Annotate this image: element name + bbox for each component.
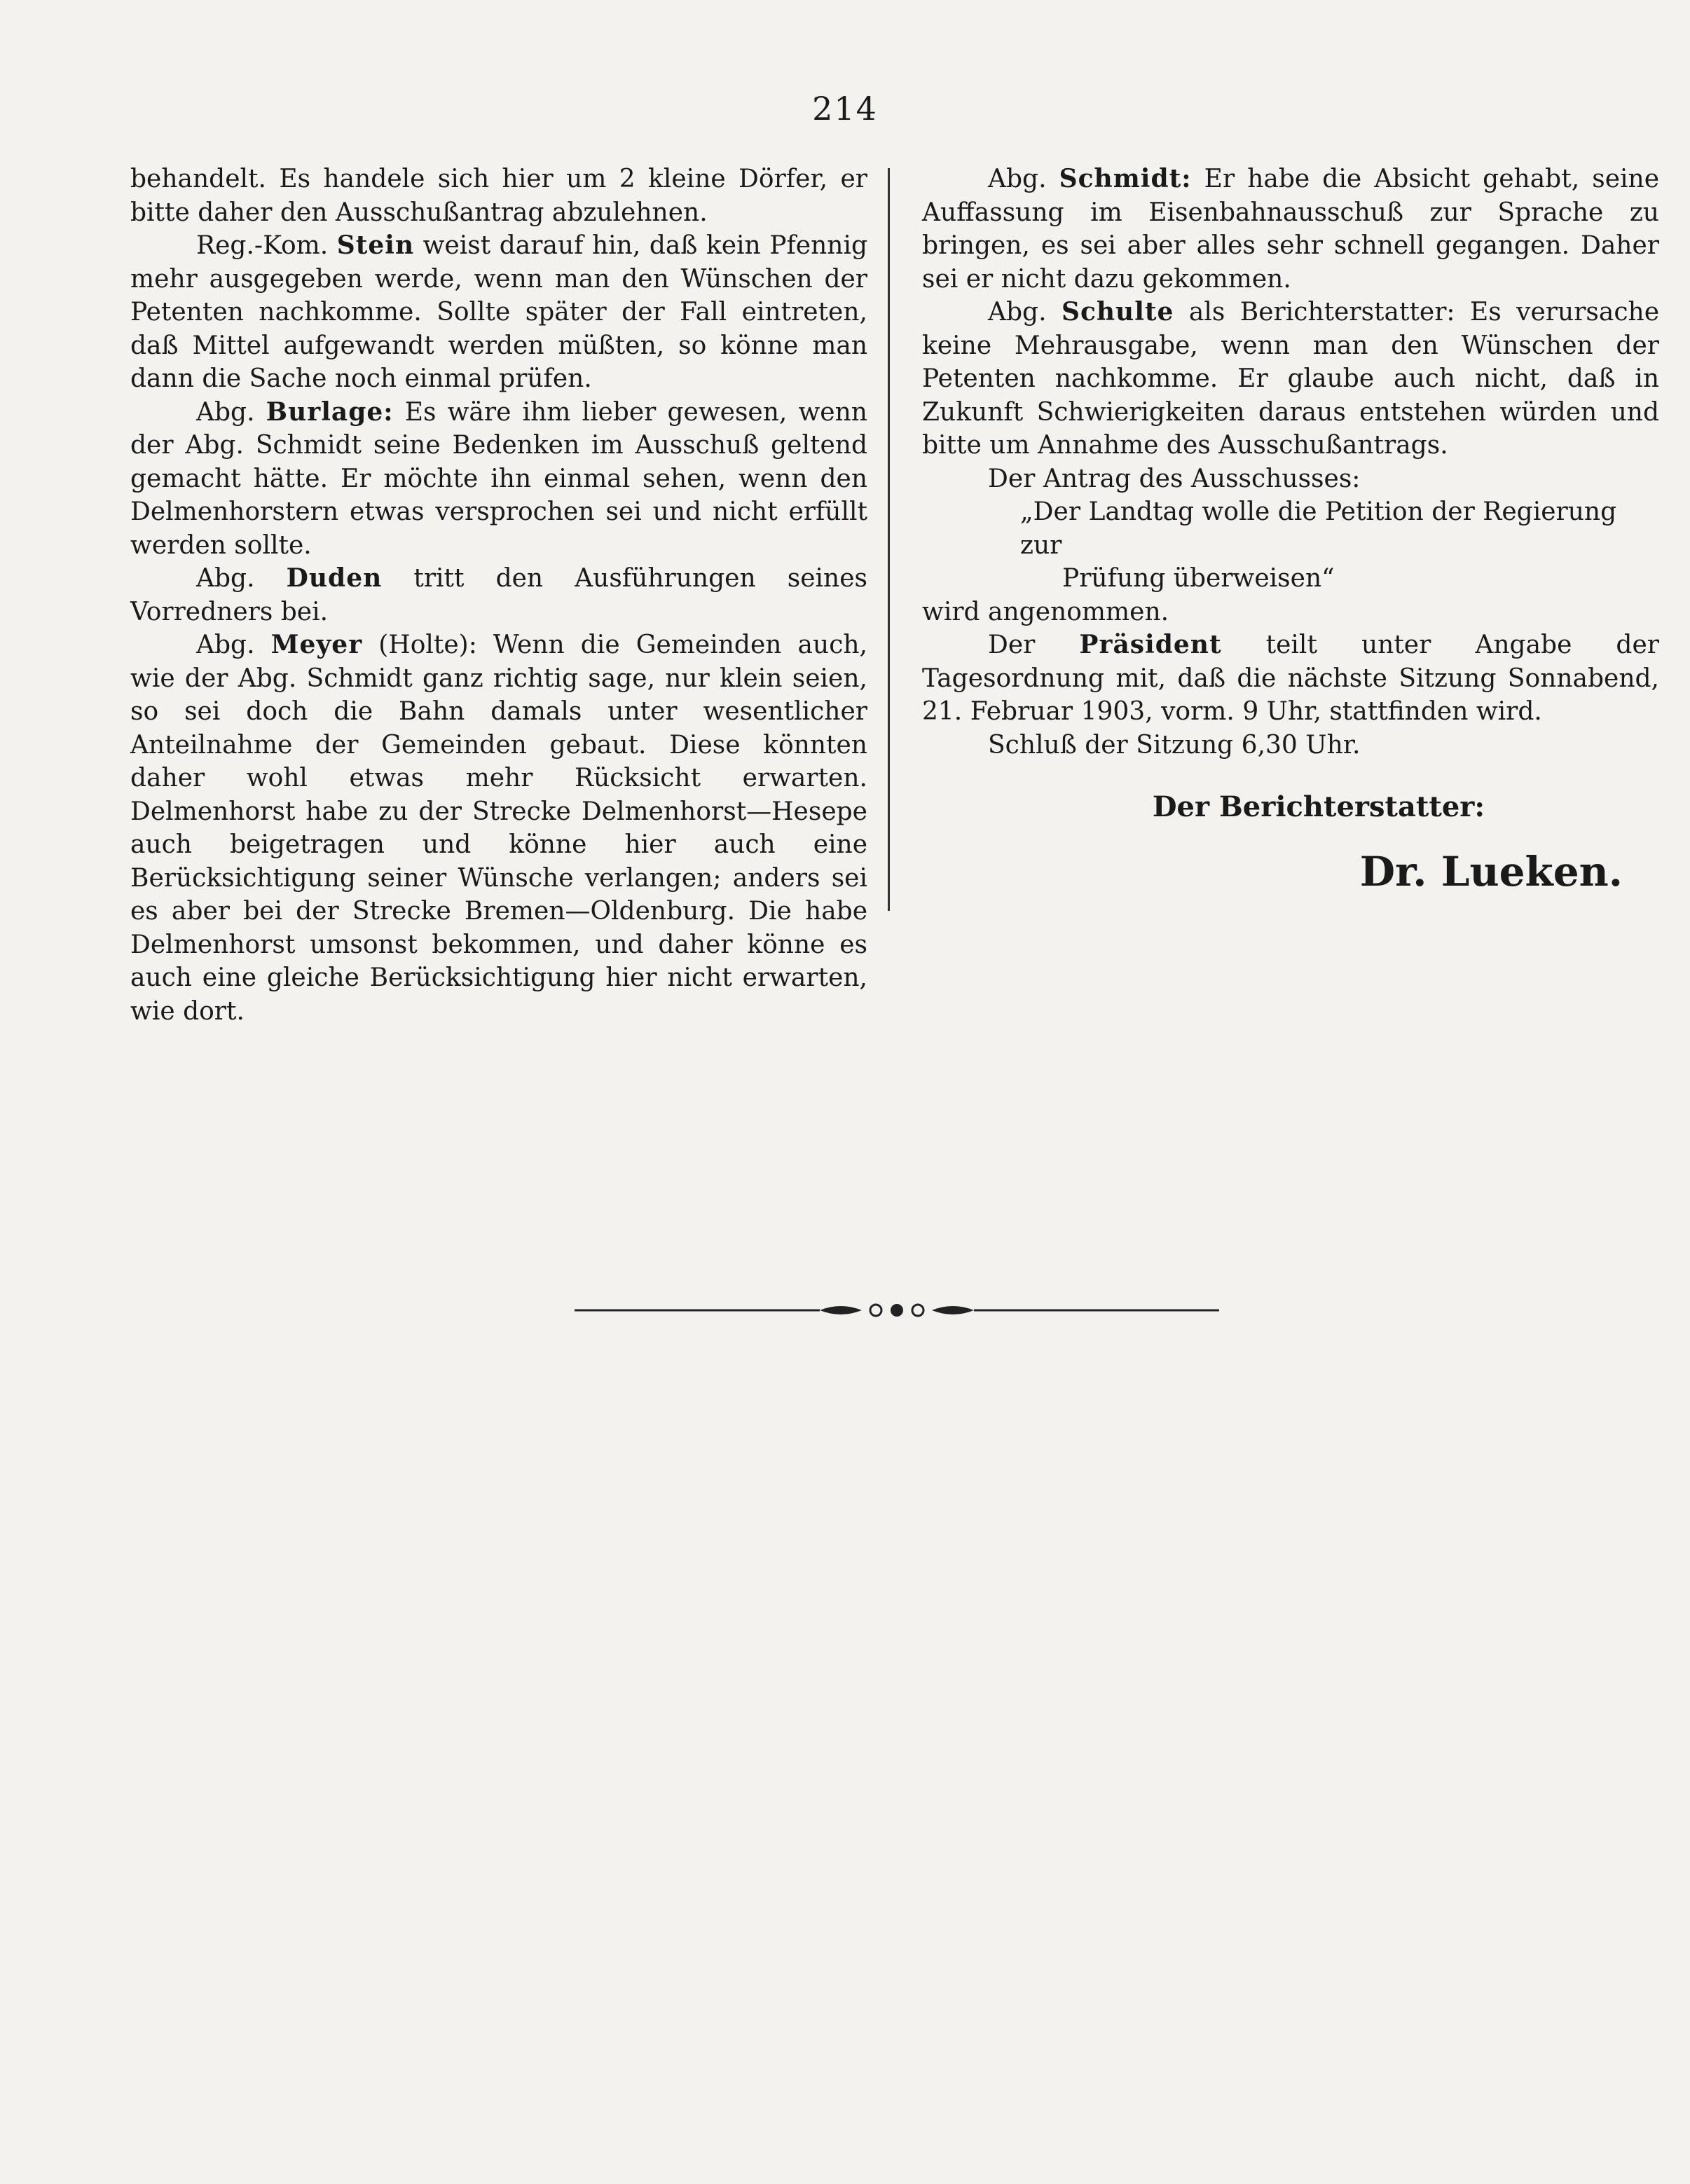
paragraph: [130, 229, 867, 396]
quote-line: „Der Landtag wolle die Petition der Regierung zur: [1020, 497, 1617, 560]
speaker-title: Abg.: [988, 165, 1059, 193]
page-number: 214: [812, 90, 878, 128]
right-column: [922, 163, 1659, 762]
paragraph: behandelt. Es handele sich hier um 2 kleine Dörfer, er bitte daher den Ausschußantrag abzulehnen.: [130, 165, 867, 227]
speech-text: Es wäre ihm lieber gewesen, wenn der Abg. Schmidt seine Bedenken im Ausschuß geltend gemacht hätte. Er möchte ihn einmal sehen, wenn den Delmenhorstern etwas versprochen sei und nicht erfüllt werden sollte.: [130, 397, 867, 560]
speech-text: tritt den Ausführungen seines Vorredners bei.: [130, 564, 867, 626]
speaker-title: Der: [988, 631, 1080, 659]
paragraph: [130, 629, 867, 1028]
speaker-name: Meyer: [270, 630, 363, 659]
signature-label: Der Berichterstatter:: [1152, 790, 1485, 823]
speaker-title: Reg.-Kom.: [196, 231, 337, 260]
paragraph: [130, 562, 867, 629]
paragraph: wird angenommen.: [922, 597, 1169, 626]
quote-line: Prüfung überweisen“: [1062, 564, 1335, 593]
ornament-divider: [575, 1296, 1219, 1324]
paragraph: [130, 396, 867, 563]
speaker-name: Präsident: [1079, 630, 1222, 659]
speaker-title: Abg.: [988, 298, 1062, 327]
left-column: [130, 163, 867, 1028]
paragraph: Schluß der Sitzung 6,30 Uhr.: [988, 730, 1361, 760]
speaker-name: Stein: [336, 231, 415, 260]
speaker-title: Abg.: [196, 397, 266, 427]
speaker-name: Duden: [286, 563, 383, 593]
speech-text: teilt unter Angabe der Tagesordnung mit, daß die nächste Sitzung Sonnabend, 21. Februar 1903, vorm. 9 Uhr, stattfinden wird.: [922, 631, 1659, 726]
paragraph: [922, 163, 1659, 296]
paragraph: Der Antrag des Ausschusses:: [988, 464, 1361, 493]
speech-text: als Berichterstatter: Es verursache keine Mehrausgabe, wenn man den Wünschen der Petenten nachkomme. Er glaube auch nicht, daß in Zukunft Schwierigkeiten daraus entstehen würden und bitte um Annahme des Ausschußantrags.: [922, 298, 1659, 460]
speech-text: Er habe die Absicht gehabt, seine Auffassung im Eisenbahnausschuß zur Sprache zu bringen, es sei aber alles sehr schnell gegangen. Daher sei er nicht dazu gekommen.: [922, 165, 1660, 294]
speaker-name: Burlage:: [266, 397, 394, 427]
column-divider: [888, 168, 890, 911]
paragraph: [922, 629, 1659, 729]
speaker-title: Abg.: [196, 631, 271, 659]
speech-text: (Holte): Wenn die Gemeinden auch, wie der Abg. Schmidt ganz richtig sage, nur klein seien, so sei doch die Bahn damals unter wesentlicher Anteilnahme der Gemeinden gebaut. Diese könnten daher wohl etwas mehr Rücksicht erwarten. Delmenhorst habe zu der Strecke Delmenhorst—Hesepe auch beigetragen und könne hier auch eine Berücksichtigung seiner Wünsche verlangen; anders sei es aber bei der Strecke Bremen—Oldenburg. Die habe Delmenhorst umsonst bekommen, und daher könne es auch eine gleiche Berücksichtigung hier nicht erwarten, wie dort.: [130, 631, 867, 1026]
speaker-name: Schulte: [1061, 297, 1174, 327]
speech-text: weist darauf hin, daß kein Pfennig mehr ausgegeben werde, wenn man den Wünschen der Petenten nachkomme. Sollte später der Fall eintreten, daß Mittel aufgewandt werden müßten, so könne man dann die Sache noch einmal prüfen.: [130, 231, 868, 393]
speaker-name: Schmidt:: [1059, 164, 1192, 193]
paragraph: [922, 296, 1659, 462]
signature-name: Dr. Lueken.: [1359, 848, 1623, 895]
speaker-title: Abg.: [196, 564, 287, 593]
